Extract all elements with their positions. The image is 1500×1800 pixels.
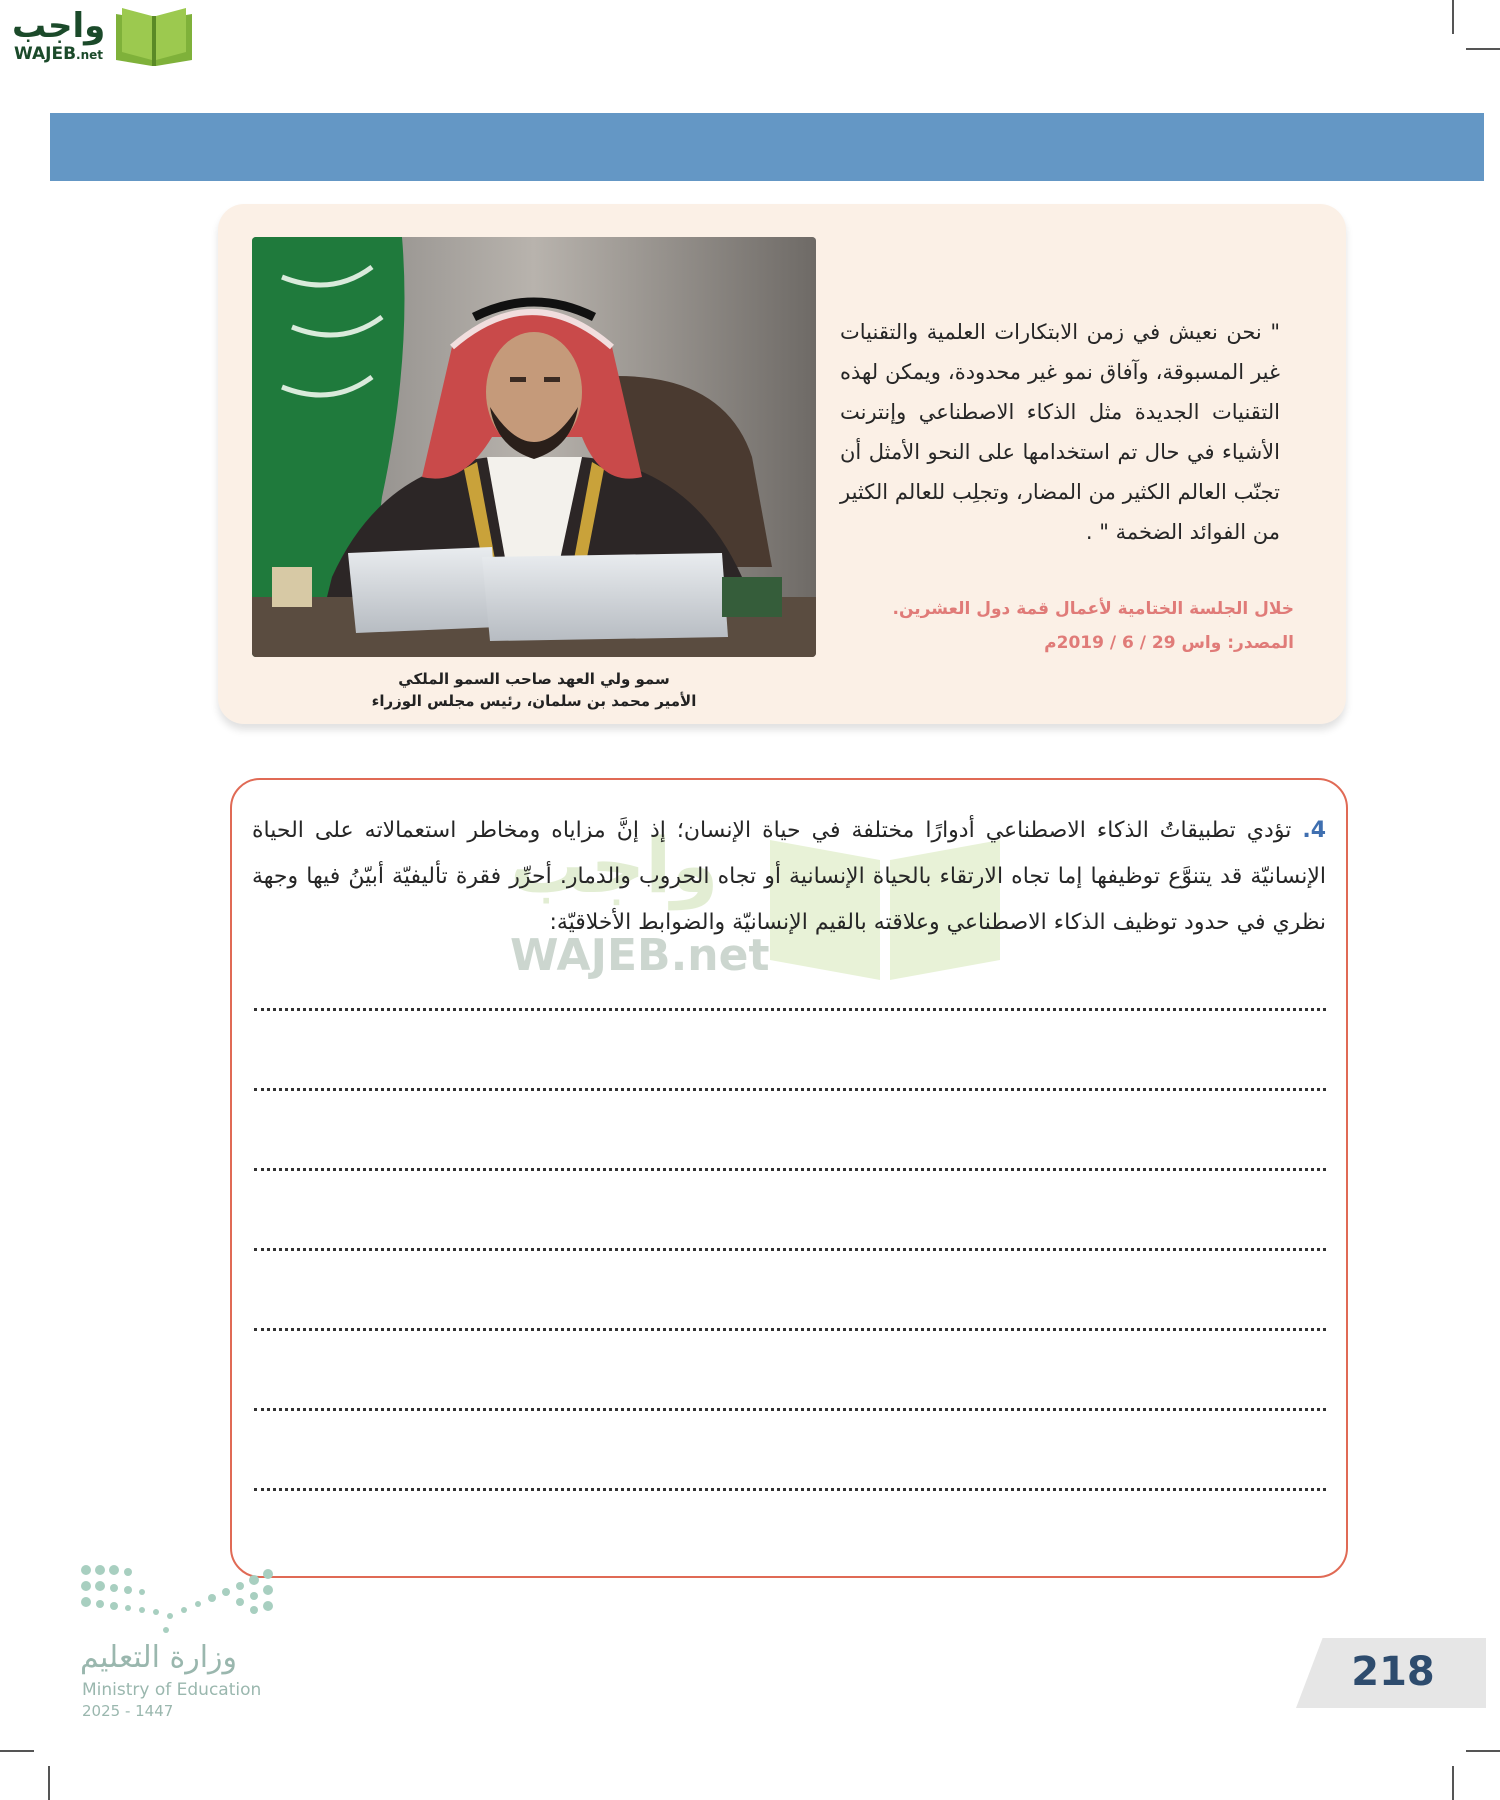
answer-line[interactable]: [254, 1248, 1326, 1251]
photo-caption: [252, 668, 816, 712]
header-band: [50, 113, 1484, 181]
trim-mark: [1452, 0, 1454, 34]
page-number: 218: [1351, 1649, 1435, 1695]
answer-line[interactable]: [254, 1008, 1326, 1011]
ministry-logo-dots: [78, 1560, 278, 1640]
book-icon: [112, 6, 196, 68]
ministry-arabic-name: وزارة التعليم: [80, 1640, 238, 1675]
trim-mark: [0, 1750, 34, 1752]
wajeb-logo[interactable]: [8, 4, 198, 70]
quote-source: [860, 592, 1294, 660]
trim-mark: [48, 1766, 50, 1800]
question-prompt: تؤدي تطبيقاتُ الذكاء الاصطناعي أدوارًا مختلفة في حياة الإنسان؛ إذ إنَّ مزاياه ومخاطر استعمالاته على الحياة الإنسانيّة قد يتنوَّع توظيفها إما تجاه الارتقاء بالحياة الإنسانية أو تجاه الحروب والدمار. أحرِّر فقرة تأليفيّة أبيّنُ فيها وجهة نظري في حدود توظيف الذكاء الاصطناعي وعلاقته بالقيم الإنسانيّة والضوابط الأخلاقيّة:: [252, 818, 1326, 935]
watermark-latin-text: WAJEB.net: [510, 930, 770, 980]
photo-caption-line1: سمو ولي العهد صاحب السمو الملكي: [398, 670, 670, 688]
trim-mark: [1452, 1766, 1454, 1800]
trim-mark: [1466, 1750, 1500, 1752]
ministry-year: 2025 - 1447: [82, 1702, 174, 1720]
answer-line[interactable]: [254, 1168, 1326, 1171]
trim-mark: [1466, 48, 1500, 50]
quote-source-line1: خلال الجلسة الختامية لأعمال قمة دول العشرين.: [892, 599, 1294, 619]
logo-arabic-text: واجب: [12, 6, 106, 46]
question-text: [252, 808, 1326, 946]
quote-text: " نحن نعيش في زمن الابتكارات العلمية والتقنيات غير المسبوقة، وآفاق نمو غير محدودة، ويمكن لهذه التقنيات الجديدة مثل الذكاء الاصطناعي وإنترنت الأشياء في حال تم استخدامها على النحو الأمثل أن تجنّب العالم الكثير من المضار، وتجلِب للعالم الكثير من الفوائد الضخمة " .: [840, 320, 1280, 544]
crown-prince-photo: [252, 237, 816, 657]
photo-caption-line2: الأمير محمد بن سلمان، رئيس مجلس الوزراء: [371, 692, 697, 710]
logo-latin-text: WAJEB.net: [14, 44, 104, 64]
answer-line[interactable]: [254, 1088, 1326, 1091]
question-number: 4.: [1302, 818, 1326, 843]
answer-line[interactable]: [254, 1408, 1326, 1411]
answer-line[interactable]: [254, 1328, 1326, 1331]
ministry-english-name: Ministry of Education: [82, 1680, 262, 1700]
answer-line[interactable]: [254, 1488, 1326, 1491]
quote-source-line2: المصدر: واس 29 / 6 / 2019م: [1044, 633, 1294, 653]
watermark-arabic-text: واجب: [510, 821, 719, 910]
